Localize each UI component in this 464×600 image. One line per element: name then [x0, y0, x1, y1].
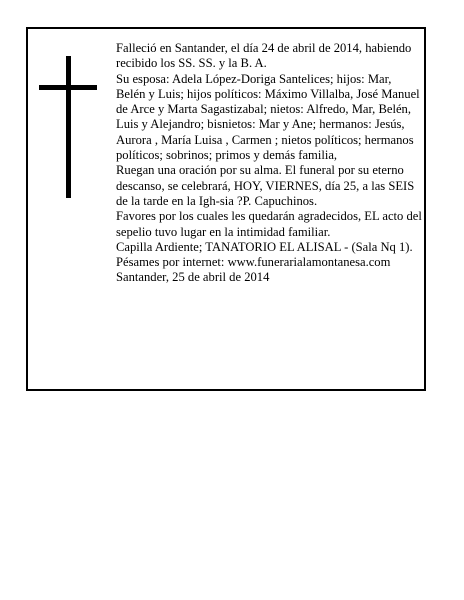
condolences-website: Pésames por internet: www.funerarialamontanesa.com [116, 255, 391, 270]
gratitude-note: Favores por los cuales les quedarán agradecidos, EL acto del sepelio tuvo lugar en la intimidad familiar. [116, 209, 422, 239]
death-announcement: Falleció en Santander, el día 24 de abril de 2014, habiendo recibido los SS. SS. y la B. A. [116, 41, 412, 71]
chapel-location: Capilla Ardiente; TANATORIO EL ALISAL - (Sala Nq 1). [116, 239, 413, 254]
notice-text [116, 41, 422, 286]
cross-horizontal-bar [39, 85, 97, 90]
cross-vertical-bar [66, 56, 71, 198]
funeral-details: Ruegan una oración por su alma. El funeral por su eterno descanso, se celebrará, HOY, VIERNES, día 25, a las SEIS de la tarde en la Igh-sia ?P. Capuchinos. [116, 163, 415, 208]
obituary-notice [26, 27, 426, 391]
notice-date: Santander, 25 de abril de 2014 [116, 270, 270, 285]
family-list: Su esposa: Adela López-Doriga Santelices; hijos: Mar, Belén y Luis; hijos políticos: Máximo Villalba, José Manuel de Arce y Marta Sagastizabal; nietos: Alfredo, Mar, Belén, Luis y Alejandro; bisnietos: Mar y Ane; hermanos: Jesús, Aurora , María Luisa , Carmen ; nietos políticos; hermanos políticos; sobrinos; primos y demás familia, [116, 71, 420, 163]
